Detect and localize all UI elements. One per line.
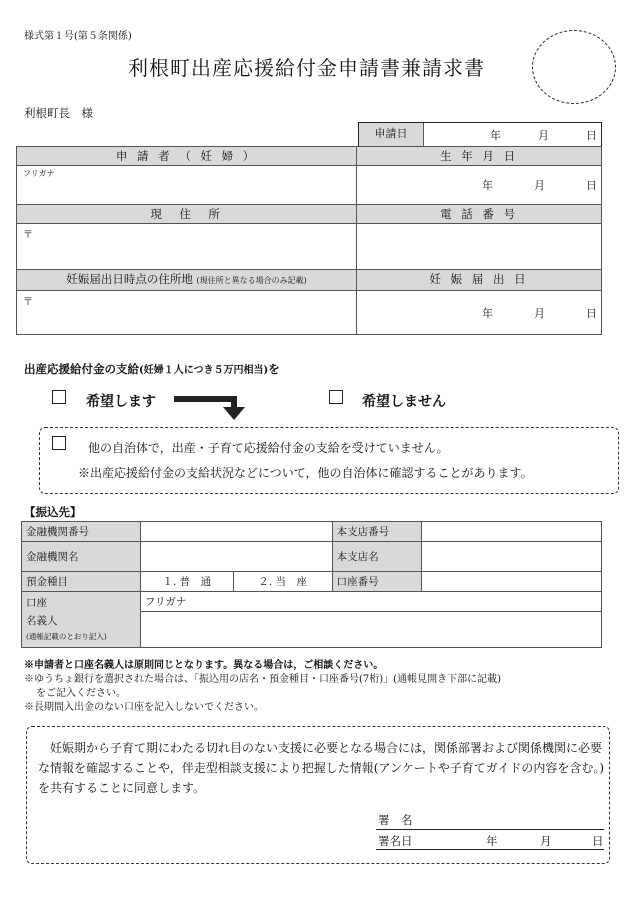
deposit-type-label: 預金種目 [22, 572, 141, 592]
signature-label: 署 名 [378, 813, 413, 827]
option-yes-label: 希望します [86, 394, 156, 410]
other-municipality-text: 他の自治体で，出産・子育て応援給付金の支給を受けていません。 [88, 441, 449, 455]
preg-month-label: 月 [534, 306, 545, 320]
furigana-label: フリガナ [23, 169, 55, 178]
account-holder-furigana[interactable] [140, 592, 601, 612]
note-2: ※ゆうちょ銀行を選択された場合は、「振込用の店名・預金種目・口座番号(7桁)」(通帳見開き下部に記載) [24, 674, 501, 685]
inst-name-field[interactable] [140, 542, 332, 572]
app-month-label: 月 [538, 128, 549, 142]
seal-circle [532, 30, 616, 104]
sig-month-label: 月 [540, 834, 552, 848]
postal-mark: 〒 [23, 297, 33, 308]
note-3: ※長期間入出金のない口座を記入しないでください。 [24, 702, 264, 713]
account-holder-label-2: 名義人 [26, 615, 58, 627]
other-municipality-checkbox[interactable] [52, 436, 66, 450]
applicant-name-header: 申 請 者 （ 妊 婦 ） [17, 147, 357, 166]
preg-day-label: 日 [586, 306, 597, 320]
signature-date-line[interactable] [376, 849, 604, 850]
preg-address-header [17, 270, 357, 291]
inst-name-label: 金融機関名 [22, 542, 141, 572]
branch-code-field[interactable] [421, 522, 601, 542]
deposit-type-current[interactable]: ２. 当 座 [233, 572, 332, 592]
bank-section-title: 【振込先】 [24, 505, 82, 519]
address-field[interactable] [17, 224, 357, 270]
birth-month-label: 月 [534, 179, 545, 192]
inst-code-label: 金融機関番号 [22, 522, 141, 542]
account-no-field[interactable] [421, 572, 601, 592]
account-holder-label [22, 592, 141, 648]
application-date [358, 122, 602, 146]
no-checkbox[interactable] [329, 390, 343, 404]
consent-text: 妊娠期から子育て期にわたる切れ目のない支援に必要となる場合には，関係部署および関係機関に必要な情報を確認することや，伴走型相談支援により把握した情報(アンケートや子育てガイドの内容を含む。)を共有することに同意します。 [38, 741, 605, 795]
payment-note: (妊婦１人につき５万円相当) [139, 365, 269, 376]
payment-question-text: 出産応援給付金の支給 [24, 362, 139, 376]
option-no-label: 希望しません [362, 394, 446, 410]
preg-date-header: 妊 娠 届 出 日 [357, 270, 602, 291]
option-yes[interactable] [52, 390, 66, 407]
account-holder-label-1: 口座 [26, 597, 47, 609]
account-holder-field[interactable] [140, 612, 601, 648]
deposit-type-ordinary[interactable]: １. 普 通 [140, 572, 233, 592]
preg-year-label: 年 [482, 306, 493, 320]
preg-date-field[interactable] [357, 291, 602, 335]
note-1: ※申請者と口座名義人は原則同じとなります。異なる場合は，ご相談ください。 [24, 660, 384, 671]
sig-day-label: 日 [592, 834, 604, 848]
birth-date-header: 生 年 月 日 [357, 147, 602, 166]
form-number: 様式第１号(第５条関係) [24, 31, 132, 42]
application-date-label: 申請日 [359, 123, 424, 146]
branch-name-label: 本支店名 [332, 542, 421, 572]
address-header: 現 住 所 [17, 205, 357, 224]
branch-name-field[interactable] [421, 542, 601, 572]
sig-year-label: 年 [486, 834, 498, 848]
bank-furigana-label: フリガナ [144, 596, 187, 608]
app-year-label: 年 [490, 128, 501, 142]
birth-year-label: 年 [482, 179, 493, 192]
bank-table [21, 521, 602, 648]
other-municipality-box [39, 427, 619, 494]
phone-header: 電 話 番 号 [357, 205, 602, 224]
postal-mark: 〒 [23, 230, 33, 241]
account-no-label: 口座番号 [332, 572, 421, 592]
phone-field[interactable] [357, 224, 602, 270]
page-title: 利根町出産応援給付金申請書兼請求書 [128, 56, 485, 80]
signature-date-label: 署名日 [378, 834, 413, 848]
app-day-label: 日 [586, 128, 597, 142]
payment-suffix: を [268, 362, 280, 376]
preg-address-field[interactable] [17, 291, 357, 335]
birth-date-field[interactable] [357, 166, 602, 205]
birth-day-label: 日 [586, 179, 597, 192]
branch-code-label: 本支店番号 [332, 522, 421, 542]
notes [24, 659, 620, 715]
applicant-name-field[interactable] [17, 166, 357, 205]
account-holder-note: (通帳記載のとおり記入) [26, 632, 107, 641]
preg-address-header-text: 妊娠届出日時点の住所地 [66, 272, 193, 286]
inst-code-field[interactable] [140, 522, 332, 542]
signature-line[interactable] [376, 829, 604, 830]
arrow-icon [174, 393, 258, 423]
note-2-cont: をご記入ください。 [36, 688, 126, 699]
other-municipality-note: ※出産応援給付金の支給状況などについて，他の自治体に確認することがあります。 [78, 466, 533, 480]
application-date-field[interactable] [424, 123, 601, 146]
applicant-table [16, 146, 602, 335]
addressee: 利根町長 様 [24, 106, 93, 120]
other-municipality-option[interactable] [52, 436, 66, 453]
preg-address-note: (現住所と異なる場合のみ記載) [196, 276, 307, 285]
option-no[interactable] [329, 390, 343, 407]
yes-checkbox[interactable] [52, 390, 66, 404]
payment-question [24, 361, 280, 377]
